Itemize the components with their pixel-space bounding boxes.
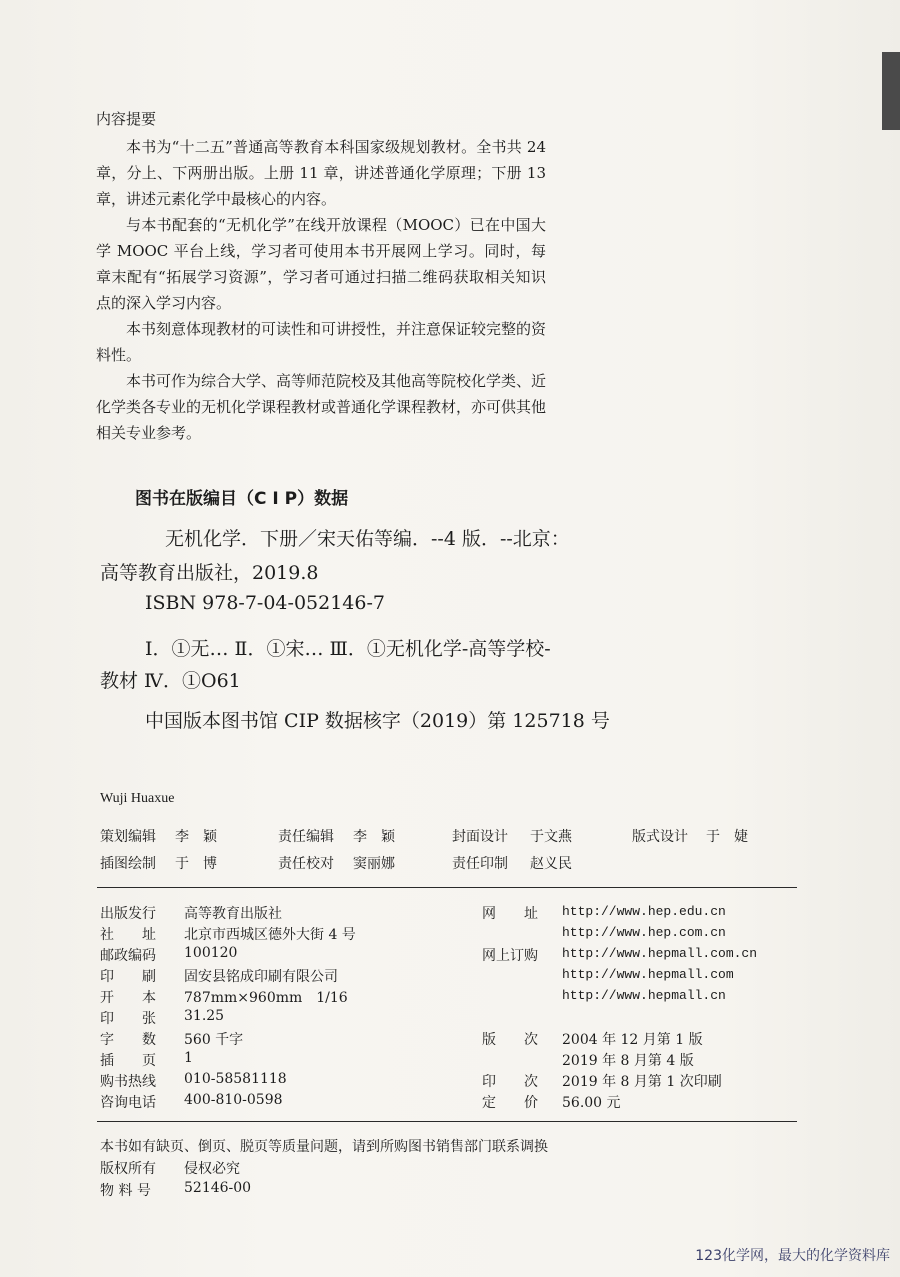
info-label: 版 次: [482, 1032, 538, 1048]
divider-line: [97, 887, 797, 888]
credit-role: 策划编辑: [100, 829, 156, 845]
info-label: 开 本: [100, 990, 156, 1006]
info-label: 印 次: [482, 1074, 538, 1090]
credit-name: 李 颖: [175, 829, 217, 845]
credit-role: 责任校对: [278, 856, 334, 872]
page-edge-tab: [882, 52, 900, 130]
credit-name: 窦丽娜: [353, 856, 395, 872]
cip-line-verification: 中国版本图书馆 CIP 数据核字（2019）第 125718 号: [145, 710, 610, 732]
info-value: 2004 年 12 月第 1 版: [562, 1032, 703, 1048]
info-label: 购书热线: [100, 1074, 156, 1090]
credit-role: 封面设计: [452, 829, 508, 845]
credit-role: 责任编辑: [278, 829, 334, 845]
credit-name: 于 婕: [706, 829, 748, 845]
cip-title: 图书在版编目（C I P）数据: [135, 489, 349, 509]
order-link[interactable]: http://www.hepmall.cn: [562, 988, 726, 1003]
footer-value: 侵权必究: [184, 1161, 240, 1177]
info-label: 邮政编码: [100, 948, 156, 964]
info-label: 网上订购: [482, 948, 538, 964]
credit-name: 李 颖: [353, 829, 395, 845]
summary-paragraph: 本书可作为综合大学、高等师范院校及其他高等院校化学类、近化学类各专业的无机化学课程教材或普通化学课程教材，亦可供其他相关专业参考。: [96, 372, 547, 442]
credit-role: 插图绘制: [100, 856, 156, 872]
footer-label: 版权所有: [100, 1161, 156, 1177]
info-value: 1: [184, 1050, 193, 1066]
summary-heading: 内容提要: [96, 110, 157, 128]
credit-name: 于 博: [175, 856, 217, 872]
info-value: 400-810-0598: [184, 1092, 283, 1108]
credit-name: 赵义民: [530, 856, 572, 872]
info-label: 印 张: [100, 1011, 156, 1027]
info-value: 560 千字: [184, 1032, 244, 1048]
info-value: 56.00 元: [562, 1095, 621, 1111]
info-value: 100120: [184, 945, 238, 961]
order-link[interactable]: http://www.hepmall.com: [562, 967, 734, 982]
info-label: 出版发行: [100, 906, 156, 922]
info-label: 字 数: [100, 1032, 156, 1048]
credit-role: 责任印制: [452, 856, 508, 872]
cip-line-publisher: 高等教育出版社，2019.8: [100, 562, 319, 584]
divider-line: [97, 1121, 797, 1122]
cip-line-classification: Ⅰ．①无… Ⅱ．①宋… Ⅲ．①无机化学-高等学校-: [145, 638, 551, 660]
info-value: 2019 年 8 月第 1 次印刷: [562, 1074, 722, 1090]
info-label: 社 址: [100, 927, 156, 943]
info-label: 插 页: [100, 1053, 156, 1069]
credit-name: 于文燕: [530, 829, 572, 845]
info-label: 定 价: [482, 1095, 538, 1111]
info-label: 印 刷: [100, 969, 156, 985]
pinyin-title: Wuji Huaxue: [100, 791, 175, 806]
info-value: 2019 年 8 月第 4 版: [562, 1053, 694, 1069]
credit-role: 版式设计: [632, 829, 688, 845]
info-value: 787mm×960mm 1/16: [184, 990, 348, 1006]
info-value: 高等教育出版社: [184, 906, 282, 922]
info-value: 010-58581118: [184, 1071, 287, 1087]
info-value: 北京市西城区德外大街 4 号: [184, 927, 356, 943]
quality-notice: 本书如有缺页、倒页、脱页等质量问题，请到所购图书销售部门联系调换: [100, 1139, 548, 1155]
info-value: 固安县铭成印刷有限公司: [184, 969, 338, 985]
watermark-text: 123化学网，最大的化学资料库: [695, 1248, 890, 1264]
summary-paragraph: 本书为“十二五”普通高等教育本科国家级规划教材。全书共 24 章，分上、下两册出版。上册 11 章，讲述普通化学原理；下册 13 章，讲述元素化学中最核心的内容。: [96, 138, 546, 208]
info-label: 网 址: [482, 906, 538, 922]
footer-label: 物 料 号: [100, 1183, 151, 1199]
info-value: 31.25: [184, 1008, 225, 1024]
footer-value: 52146-00: [184, 1180, 252, 1196]
website-link[interactable]: http://www.hep.edu.cn: [562, 904, 726, 919]
website-link[interactable]: http://www.hep.com.cn: [562, 925, 726, 940]
summary-paragraph: 本书刻意体现教材的可读性和可讲授性，并注意保证较完整的资料性。: [96, 320, 547, 364]
order-link[interactable]: http://www.hepmall.com.cn: [562, 946, 758, 961]
cip-line-classification-cont: 教材 Ⅳ．①O61: [100, 670, 241, 692]
info-label: 咨询电话: [100, 1095, 156, 1111]
cip-isbn: ISBN 978-7-04-052146-7: [145, 592, 385, 614]
summary-paragraph: 与本书配套的“无机化学”在线开放课程（MOOC）已在中国大学 MOOC 平台上线，学习者可使用本书开展网上学习。同时，每章末配有“拓展学习资源”，学习者可通过扫描二维码获取相关知识点的深入学习内容。: [96, 216, 546, 312]
cip-line-title: 无机化学．下册／宋天佑等编．--4 版．--北京：: [165, 528, 570, 550]
